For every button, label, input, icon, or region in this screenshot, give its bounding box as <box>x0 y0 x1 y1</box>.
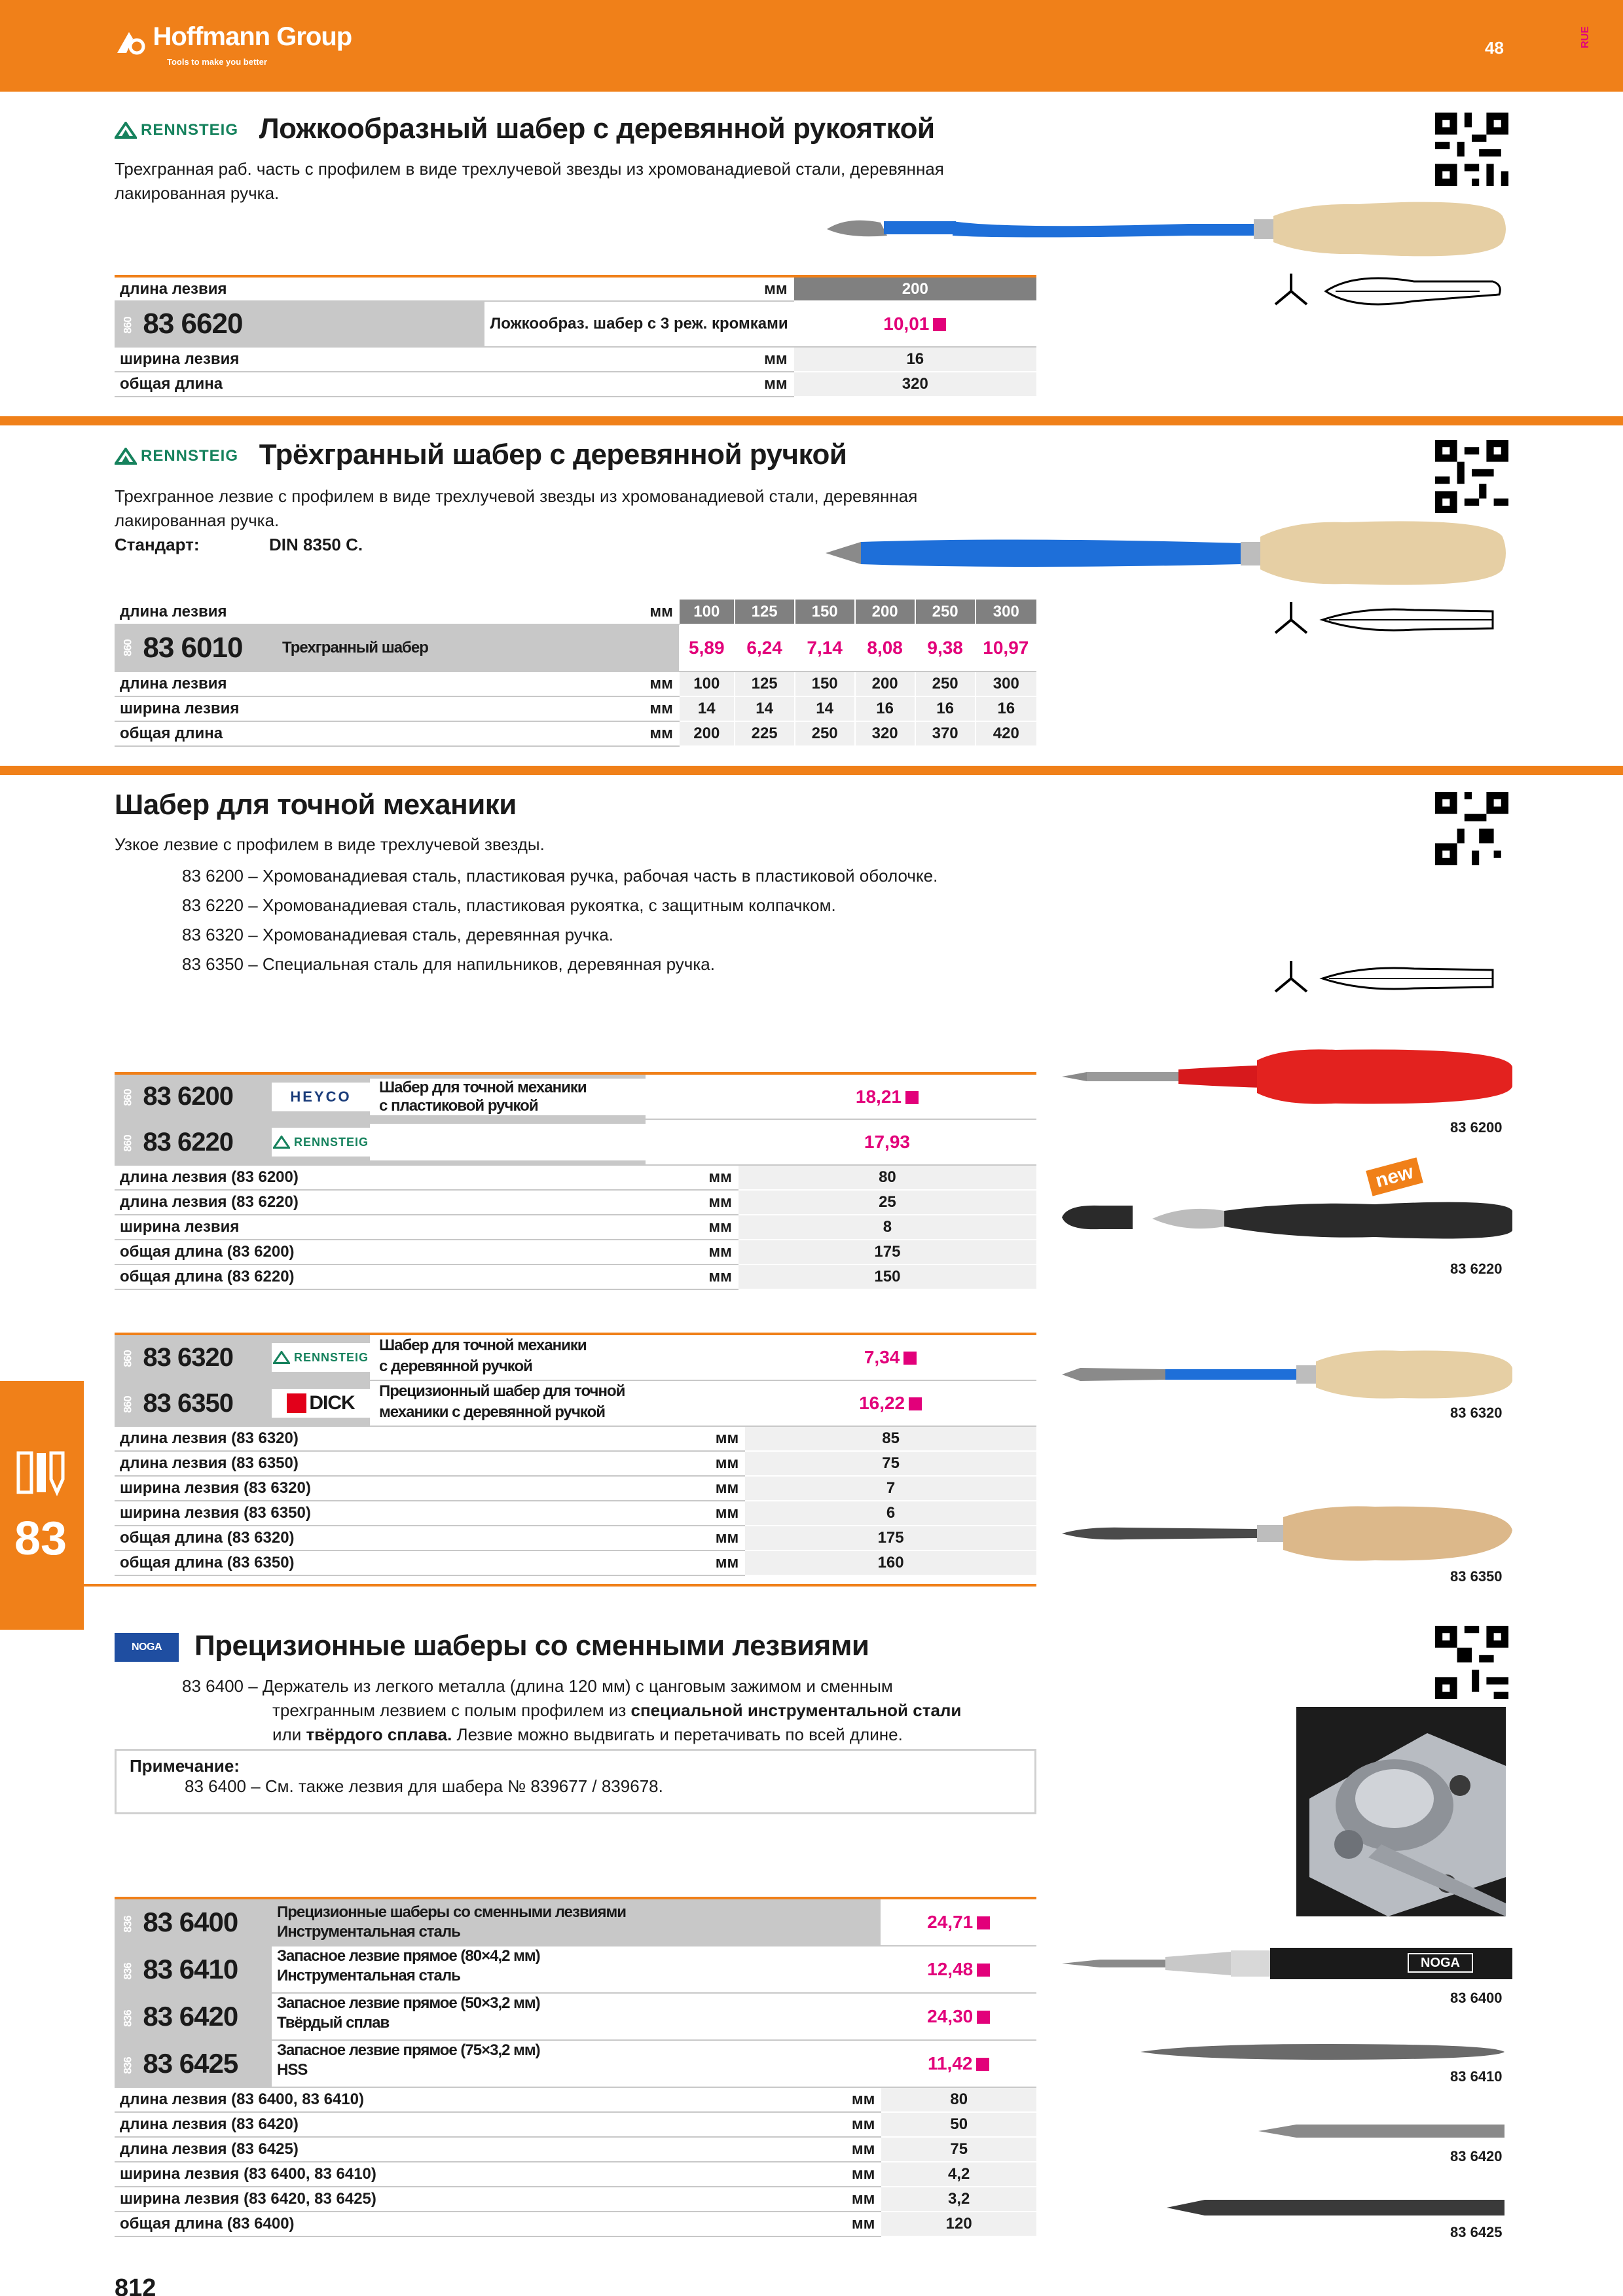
section3-title: Шабер для точной механики <box>115 789 517 821</box>
section1-spec-table: длина лезвия мм 200 860 83 6620 Ложкообраз. шабер с 3 реж. кромками 10,01 ширина лезвия мм 16 общая длина мм 320 <box>115 275 1036 397</box>
section1-description: Трехгранная раб. часть с профилем в виде трехлучевой звезды из хромованадиевой стали, деревянная лакированная ручка. <box>115 159 944 203</box>
hoffmann-logo <box>115 22 352 67</box>
qr-code-icon <box>1435 792 1508 865</box>
page-header <box>0 0 1623 92</box>
caption: 83 6200 <box>1450 1119 1503 1136</box>
caption: 83 6350 <box>1450 1568 1503 1585</box>
caption: 83 6425 <box>1450 2224 1503 2240</box>
caption: 83 6220 <box>1450 1261 1503 1277</box>
table-row: 836 83 6425 Запасное лезвие прямое (75×3,2 мм) HSS 11,42 <box>115 2040 1036 2087</box>
new-badge: new <box>1366 1157 1423 1196</box>
order-marker-icon[interactable] <box>977 1964 990 1977</box>
rennsteig-triangle-icon <box>273 1351 290 1364</box>
section-divider <box>0 416 1623 425</box>
rennsteig-logo: RENNSTEIG <box>272 1343 370 1372</box>
profile-drawing-icon <box>1270 956 1506 1001</box>
rennsteig-triangle-icon <box>115 122 137 139</box>
section1-title: RENNSTEIG Ложкообразный шабер с деревянной рукояткой <box>115 113 935 145</box>
table-row: 860 83 6320 RENNSTEIG Шабер для точной механики с деревянной ручкой 7,34 <box>115 1334 1036 1380</box>
chapter-tab <box>0 1381 84 1630</box>
table-row: 836 83 6410 Запасное лезвие прямое (80×4,2 мм) Инструментальная сталь 12,48 <box>115 1946 1036 1993</box>
table-row: 836 83 6400 Прецизионные шаберы со сменными лезвиями Инструментальная сталь 24,71 <box>115 1898 1036 1946</box>
page-number-top: 48 <box>1485 38 1504 58</box>
blade-6420-image <box>1257 2119 1506 2143</box>
caption: 83 6320 <box>1450 1405 1503 1421</box>
list-item: 83 6350 – Специальная сталь для напильников, деревянная ручка. <box>182 954 715 974</box>
blade-6410-image <box>1139 2039 1506 2065</box>
scraper-6200-image <box>1061 1047 1512 1106</box>
qr-code-icon <box>1435 113 1508 186</box>
brand-tagline: Tools to make you better <box>167 56 267 67</box>
caption: 83 6400 <box>1450 1990 1503 2006</box>
section4-spec-table: 836 83 6400 Прецизионные шаберы со сменными лезвиями Инструментальная сталь 24,71 836 83 6410 Запасное лезвие прямое (80×4,2 мм) Инструментальная сталь 12,48 836 83 6420 Запасное лезвие прямое (50×3,2 мм) Твёрдый сплав 24,30 836 83 6425 Запасное лезвие прямое (75×3,2 мм) HSS 11,42 длина лезвия (83 6400, 83 6410) мм 80 длина лезвия (83 6420) мм 50 длина лезвия (83 6425) мм 75 ширина лезвия (83 6400, 83 6410) мм 4,2 ширина лезвия (83 6420, 83 6425) мм 3,2 общая длина (83 6400) мм 120 <box>115 1897 1036 2237</box>
order-marker-icon[interactable] <box>977 2011 990 2024</box>
qr-code <box>1435 1626 1508 1699</box>
section2-title: RENNSTEIG Трёхгранный шабер с деревянной ручкой <box>115 439 847 471</box>
table-row: 836 83 6420 Запасное лезвие прямое (50×3,2 мм) Твёрдый сплав 24,30 <box>115 1993 1036 2040</box>
noga-mark: NOGA <box>1408 1953 1473 1973</box>
rennsteig-triangle-icon <box>115 448 137 465</box>
section-divider <box>84 1584 1036 1587</box>
scraper-chapter-icon <box>16 1446 68 1499</box>
scraper-6220-image <box>1061 1191 1512 1250</box>
qr-code <box>1435 113 1508 186</box>
table-row: 860 83 6220 RENNSTEIG 17,93 <box>115 1119 1036 1165</box>
section3-description: Узкое лезвие с профилем в виде трехлучевой звезды. <box>115 834 545 854</box>
order-marker-icon[interactable] <box>903 1352 917 1365</box>
spoon-scraper-image <box>822 190 1509 268</box>
rennsteig-triangle-icon <box>273 1136 290 1149</box>
scraper-6350-image <box>1061 1504 1512 1563</box>
dick-logo: DICK <box>272 1389 370 1418</box>
qr-code-icon <box>1435 440 1508 513</box>
table-row: 860 83 6200 HEYCO Шабер для точной механики с пластиковой ручкой 18,21 <box>115 1073 1036 1119</box>
caption: 83 6420 <box>1450 2148 1503 2164</box>
rennsteig-logo: RENNSTEIG <box>115 121 238 139</box>
order-marker-icon[interactable] <box>977 1916 990 1929</box>
chapter-number: 83 <box>14 1513 67 1565</box>
section3-table-a: 860 83 6200 HEYCO Шабер для точной механики с пластиковой ручкой 18,21 860 83 6220 RENNSTEIG 17,93 длина лезвия (83 6200) мм 80 длина лезвия (83 6220) мм 25 ширина лезвия мм 8 общая длина (83 6200) мм 175 общая длина (83 6220) мм 150 <box>115 1072 1036 1290</box>
table-row: 860 83 6350 DICK Прецизионный шабер для точной механики с деревянной ручкой 16,22 <box>115 1380 1036 1426</box>
section-divider <box>0 766 1623 775</box>
catalog-code: RUE <box>1579 26 1591 48</box>
page-number: 812 <box>115 2274 156 2296</box>
profile-drawing-icon <box>1270 597 1506 643</box>
section4-title: NOGA Прецизионные шаберы со сменными лезвиями <box>115 1630 869 1662</box>
rennsteig-logo: RENNSTEIG <box>272 1128 370 1157</box>
section3-table-b: 860 83 6320 RENNSTEIG Шабер для точной механики с деревянной ручкой 7,34 860 83 6350 DICK Прецизионный шабер для точной механики с деревянной ручкой 16,22 длина лезвия (83 6320) мм 85 длина лезвия (83 6350) мм 75 ширина лезвия (83 6320) мм 7 ширина лезвия (83 6350) мм 6 общая длина (83 6320) мм 175 общая длина (83 6350) мм 160 <box>115 1333 1036 1576</box>
application-photo <box>1296 1707 1506 1916</box>
list-item: 83 6200 – Хромованадиевая сталь, пластиковая ручка, рабочая часть в пластиковой оболочке. <box>182 866 938 886</box>
qr-code <box>1435 792 1508 865</box>
order-marker-icon[interactable] <box>905 1091 919 1104</box>
profile-drawing-icon <box>1270 268 1506 314</box>
caption: 83 6410 <box>1450 2068 1503 2085</box>
section3-list <box>182 861 938 979</box>
hoffmann-mark-icon <box>115 29 147 56</box>
brand-name: Hoffmann Group <box>153 22 352 51</box>
table-row: 860 83 6620 Ложкообраз. шабер с 3 реж. кромками 10,01 <box>115 301 1036 347</box>
list-item: 83 6220 – Хромованадиевая сталь, пластиковая рукоятка, с защитным колпачком. <box>182 895 836 915</box>
table-row: 860 83 6010 Трехгранный шабер 5,89 6,24 7,14 8,08 9,38 10,97 <box>115 624 1036 672</box>
order-marker-icon[interactable] <box>909 1397 922 1410</box>
order-marker-icon[interactable] <box>933 318 946 331</box>
qr-code-icon <box>1435 1626 1508 1699</box>
scraper-6320-image <box>1061 1348 1512 1401</box>
heyco-logo: HEYCO <box>272 1083 370 1111</box>
section4-description: 83 6400 – Держатель из легкого металла (длина 120 мм) с цанговым зажимом и сменным трехгранным лезвием с полым профилем из специальной инструментальной стали или твёрдого сплава. Лезвие можно выдвигать и перетачивать по всей длине. <box>182 1676 962 1744</box>
note-box: Примечание: 83 6400 – См. также лезвия для шабера № 839677 / 839678. <box>115 1749 1036 1814</box>
section2-description: Трехгранное лезвие с профилем в виде трехлучевой звезды из хромованадиевой стали, деревянная лакированная ручка. Стандарт: DIN 8350 C. <box>115 486 918 554</box>
section2-spec-table: длина лезвия мм 100 125 150 200 250 300 860 83 6010 Трехгранный шабер 5,89 6,24 7,14 8,08 9,38 10,97 длина лезвия мм 100 125 150 200 250 300 ширина лезвия мм 14 14 14 16 16 16 общая длина мм 200 225 250 320 370 420 <box>115 600 1036 747</box>
rennsteig-logo: RENNSTEIG <box>115 447 238 465</box>
noga-logo: NOGA <box>115 1633 179 1662</box>
list-item: 83 6320 – Хромованадиевая сталь, деревянная ручка. <box>182 925 613 944</box>
order-marker-icon[interactable] <box>976 2058 989 2071</box>
blade-6425-image <box>1165 2196 1506 2219</box>
triangular-scraper-image <box>822 517 1509 589</box>
qr-code <box>1435 440 1508 513</box>
